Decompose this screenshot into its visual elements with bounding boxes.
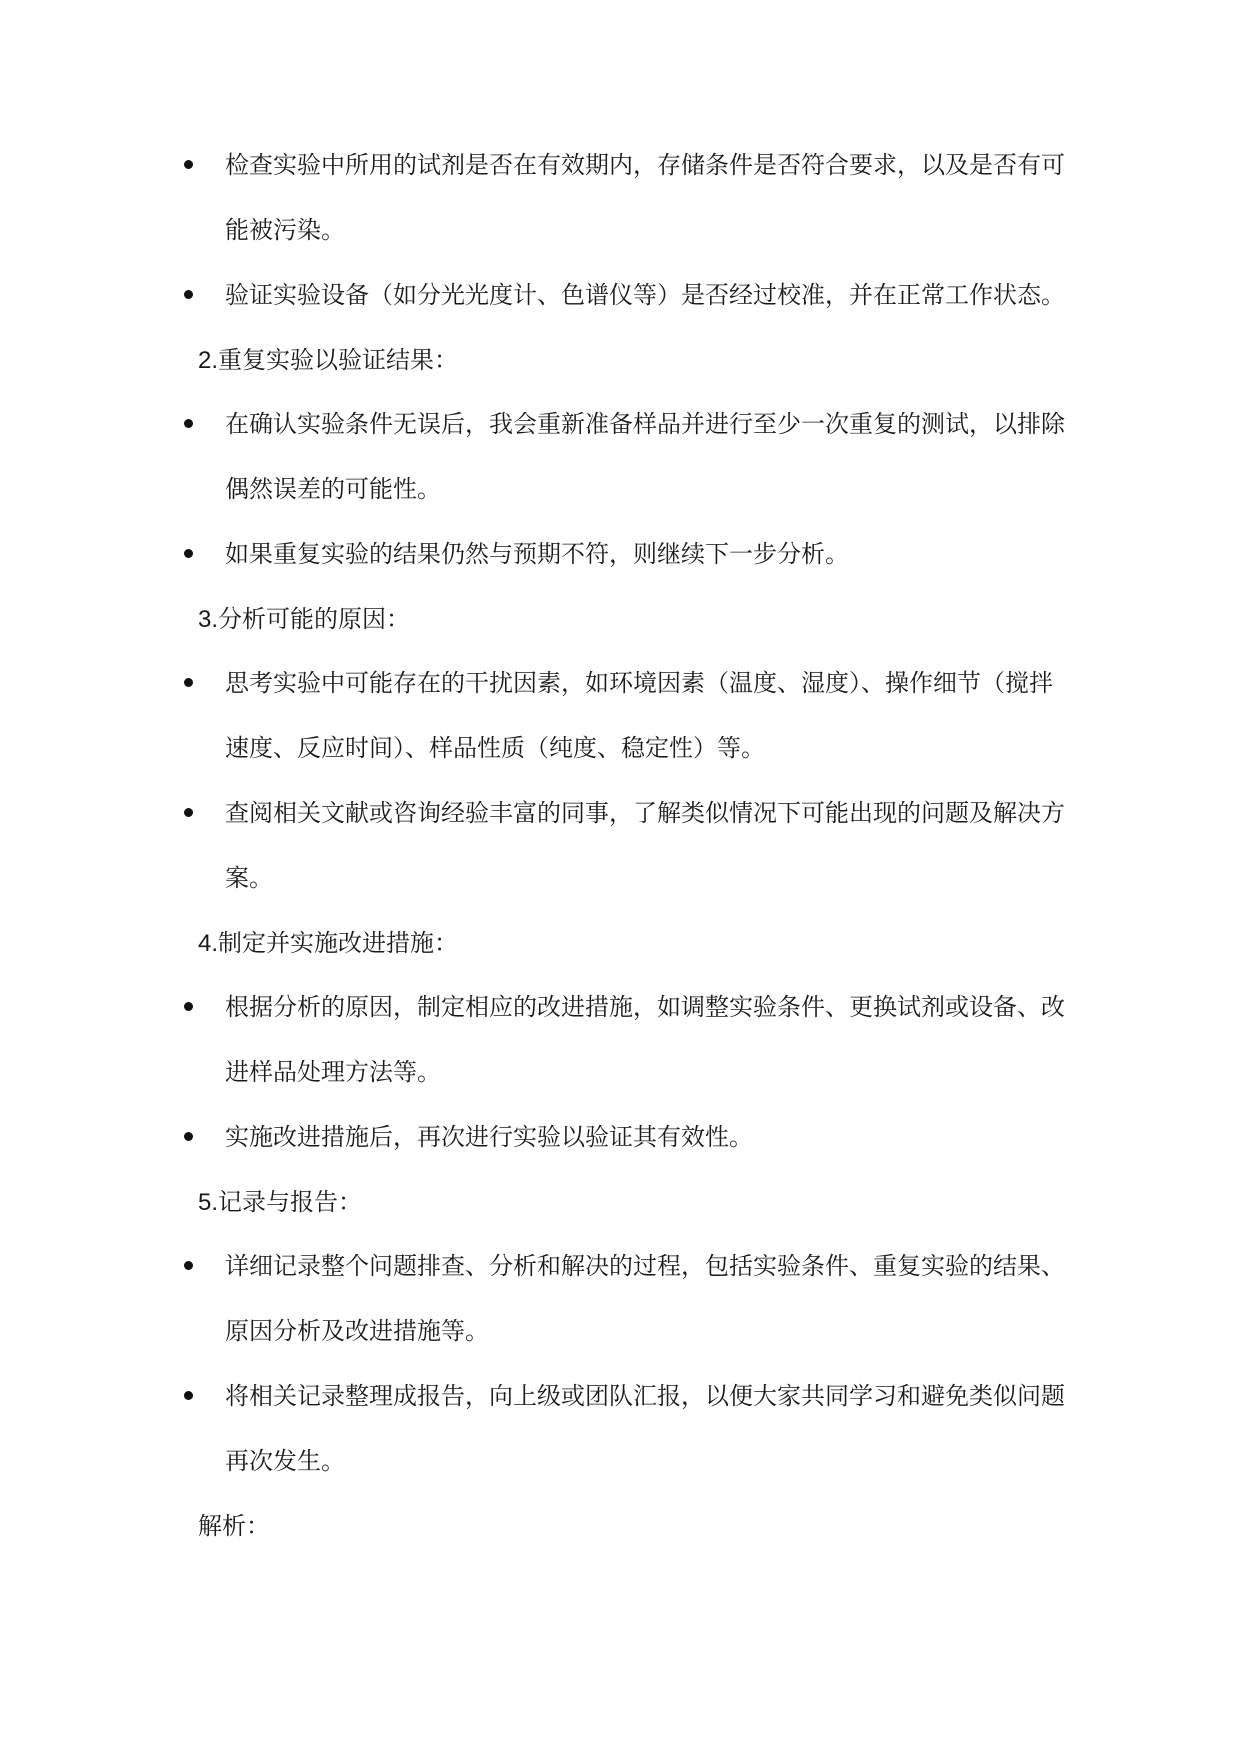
bullet-dot-icon [184, 1391, 193, 1400]
bullet-text-line: 检查实验中所用的试剂是否在有效期内，存储条件是否符合要求，以及是否有可 [225, 151, 1065, 179]
bullet-dot-icon [184, 160, 193, 169]
bullet-text-line: 详细记录整个问题排查、分析和解决的过程，包括实验条件、重复实验的结果、 [225, 1252, 1065, 1280]
section-number: 4. [198, 930, 219, 957]
bullet-text-line: 验证实验设备（如分光光度计、色谱仪等）是否经过校准，并在正常工作状态。 [225, 281, 1065, 309]
bullet-text-line: 能被污染。 [225, 216, 345, 244]
bullet-dot-icon [184, 1002, 193, 1011]
bullet-dot-icon [184, 549, 193, 558]
bullet-text-line: 进样品处理方法等。 [225, 1058, 441, 1086]
bullet-text-line: 查阅相关文献或咨询经验丰富的同事，了解类似情况下可能出现的问题及解决方 [225, 799, 1065, 827]
section-heading-text [198, 1187, 362, 1218]
bullet-dot-icon [184, 678, 193, 687]
bullet-text-line: 在确认实验条件无误后，我会重新准备样品并进行至少一次重复的测试，以排除 [225, 410, 1065, 438]
section-heading-text [198, 604, 410, 635]
section-title: 重复实验以验证结果： [218, 346, 459, 374]
bullet-text-line: 如果重复实验的结果仍然与预期不符，则继续下一步分析。 [225, 540, 849, 568]
bullet-dot-icon [184, 1132, 193, 1141]
section-number: 3. [198, 606, 219, 633]
bullet-dot-icon [184, 419, 193, 428]
section-title: 解析： [198, 1512, 270, 1540]
bullet-text-line: 原因分析及改进措施等。 [225, 1317, 489, 1345]
section-heading-text [198, 345, 458, 376]
bullet-text-line: 速度、反应时间）、样品性质（纯度、稳定性）等。 [225, 734, 765, 762]
section-heading-text [198, 1511, 270, 1542]
section-title: 制定并实施改进措施： [218, 929, 459, 957]
bullet-text-line: 将相关记录整理成报告，向上级或团队汇报，以便大家共同学习和避免类似问题 [225, 1382, 1065, 1410]
bullet-text-line: 思考实验中可能存在的干扰因素，如环境因素（温度、湿度）、操作细节（搅拌 [225, 669, 1053, 697]
bullet-text-line: 再次发生。 [225, 1447, 345, 1475]
section-heading-text [198, 928, 458, 959]
bullet-dot-icon [184, 808, 193, 817]
bullet-text-line: 案。 [225, 864, 273, 892]
section-title: 分析可能的原因： [218, 605, 411, 633]
bullet-text-line: 根据分析的原因，制定相应的改进措施，如调整实验条件、更换试剂或设备、改 [225, 993, 1065, 1021]
bullet-text-line: 偶然误差的可能性。 [225, 475, 441, 503]
bullet-dot-icon [184, 290, 193, 299]
section-number: 5. [198, 1189, 219, 1216]
section-number: 2. [198, 347, 219, 374]
bullet-text-line: 实施改进措施后，再次进行实验以验证其有效性。 [225, 1123, 753, 1151]
section-title: 记录与报告： [218, 1188, 363, 1216]
bullet-dot-icon [184, 1261, 193, 1270]
